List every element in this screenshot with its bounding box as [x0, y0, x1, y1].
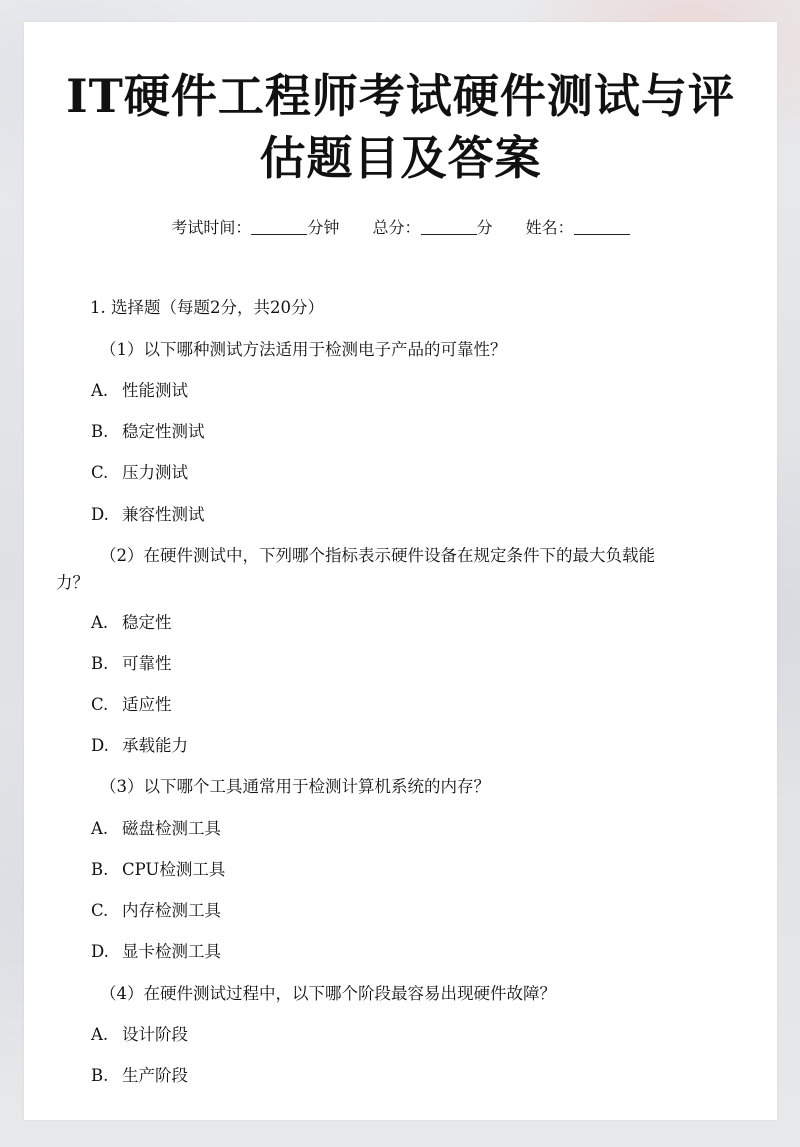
question-4: （4）在硬件测试过程中，以下哪个阶段最容易出现硬件故障？	[100, 984, 556, 1003]
question-4-option-a: A. 设计阶段	[91, 1025, 188, 1044]
question-1-option-d: D. 兼容性测试	[91, 505, 205, 524]
total-score-label: 总分：	[372, 218, 421, 237]
question-3-option-d: D. 显卡检测工具	[91, 942, 221, 961]
question-1: （1）以下哪种测试方法适用于检测电子产品的可靠性？	[100, 340, 507, 359]
question-2-continuation: 力？	[56, 573, 89, 592]
exam-time-unit: 分钟	[307, 218, 340, 237]
exam-time-field	[171, 218, 344, 237]
total-score-field	[372, 218, 497, 237]
total-score-unit: 分	[476, 218, 493, 237]
exam-time-label: 考试时间：	[171, 218, 252, 237]
page-title-line-2: 估题目及答案	[259, 131, 542, 185]
question-3-option-c: C. 内存检测工具	[91, 901, 221, 920]
question-2-option-d: D. 承载能力	[91, 736, 188, 755]
question-2-option-c: C. 适应性	[91, 695, 172, 714]
name-label: 姓名：	[525, 218, 574, 237]
exam-time-blank	[251, 218, 307, 235]
question-1-option-b: B. 稳定性测试	[91, 422, 205, 441]
exam-info-row	[24, 214, 777, 242]
exam-paper	[24, 22, 777, 1120]
question-3: （3）以下哪个工具通常用于检测计算机系统的内存？	[100, 777, 490, 796]
total-score-blank	[421, 218, 477, 235]
question-3-option-b: B. CPU检测工具	[91, 860, 226, 879]
question-4-option-b: B. 生产阶段	[91, 1066, 188, 1085]
question-2-option-a: A. 稳定性	[91, 613, 172, 632]
name-blank	[574, 218, 630, 235]
page-title-line-1: IT硬件工程师考试硬件测试与评	[66, 69, 735, 123]
question-2-option-b: B. 可靠性	[91, 654, 172, 673]
section-heading: 1. 选择题（每题2分，共20分）	[90, 298, 324, 317]
question-2: （2）在硬件测试中，下列哪个指标表示硬件设备在规定条件下的最大负载能	[100, 546, 655, 565]
name-field	[526, 218, 630, 237]
question-1-option-c: C. 压力测试	[91, 463, 188, 482]
question-1-option-a: A. 性能测试	[91, 381, 188, 400]
question-3-option-a: A. 磁盘检测工具	[91, 819, 221, 838]
